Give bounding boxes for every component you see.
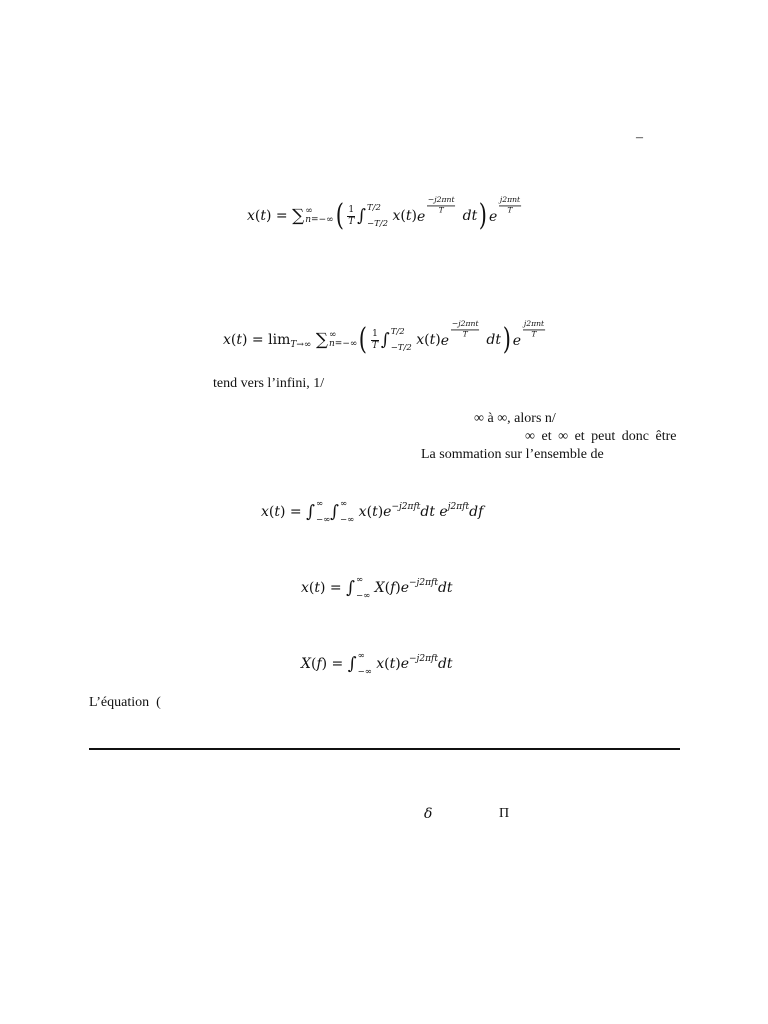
equation-fourier-transform: X ( f ) = ∫ ∞ −∞ x ( t ) e $^{-j2\pi ft}$ dt bbox=[301, 651, 453, 677]
paragraph-sum-line: La sommation sur l’ensemble de bbox=[421, 447, 604, 462]
equation-fourier-series: x ( t ) = ∑ ∞ n=−∞ ( $\frac{1}{T}$ ∫ T/2 −T/2 x ( t ) e $\frac{\text{−j2πnt}}{T}$ dt ) e $\frac{\text{j2πnt}}{T}$ bbox=[247, 195, 521, 233]
equation-inverse-transform: x ( t ) = ∫ ∞ −∞ X ( f ) e $^{-j2\pi ft}$ dt bbox=[301, 575, 453, 601]
equation-fourier-limit: x ( t ) = lim $_{T\to\infty}$ ∑ ∞ n=−∞ ( $\frac{1}{T}$ ∫ T/2 −T/2 x ( t ) e $\frac{\text{−j2πnt}}{T}$ dt ) e $\frac{\text{j2πnt}}{T}$ bbox=[223, 319, 545, 357]
pi-symbol: Π bbox=[499, 806, 510, 821]
paragraph-equation-ref: L’équation ( bbox=[89, 695, 161, 710]
delta-symbol: δ bbox=[424, 806, 433, 822]
equation-double-integral: x ( t ) = ∫ ∞ −∞ ∫ ∞ −∞ x ( t ) e $^{-j2\pi ft}$ dt e $^{j2\pi ft}$ df bbox=[261, 499, 484, 525]
paragraph-continue-line: ∞ et ∞ et peut donc être bbox=[525, 429, 677, 444]
top-dash: – bbox=[636, 130, 643, 145]
paragraph-tend-line: tend vers l’infini, 1/ bbox=[213, 376, 325, 391]
section-divider bbox=[89, 748, 680, 750]
paragraph-range-line: ∞ à ∞, alors n/ bbox=[474, 411, 556, 426]
